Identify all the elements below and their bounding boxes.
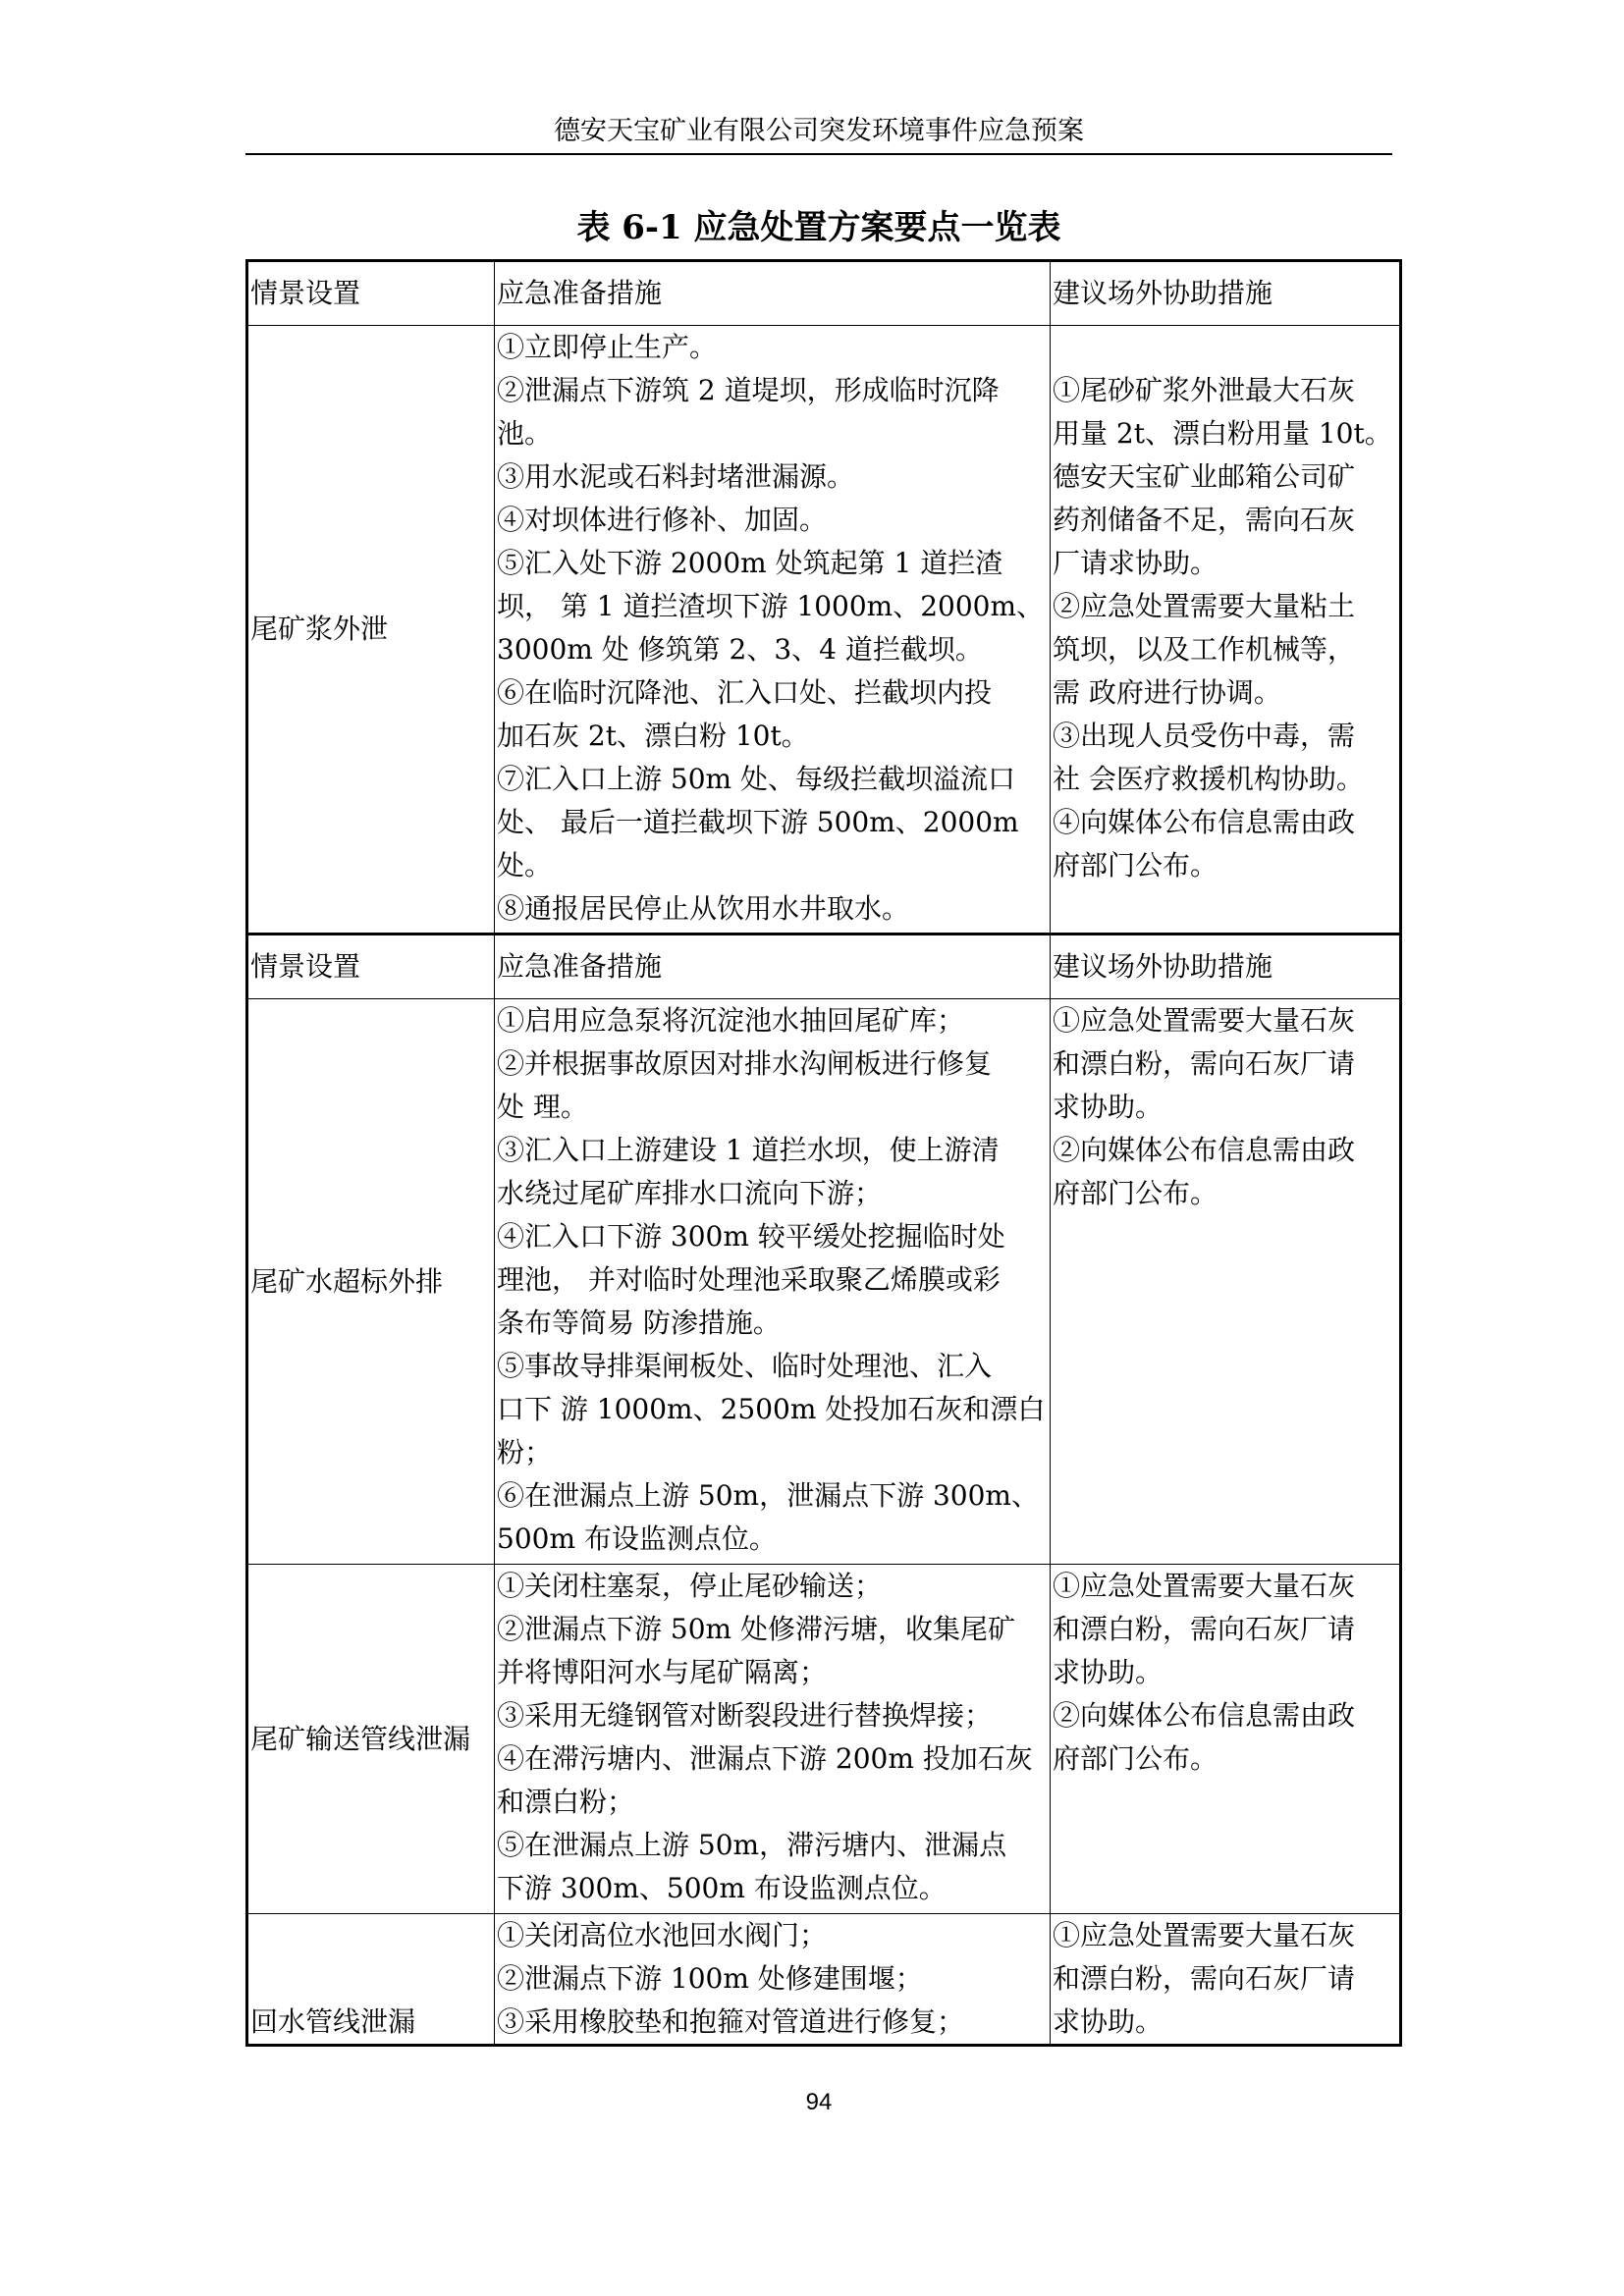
cell-text-line: 求协助。 — [1053, 1091, 1164, 1123]
table-header-row — [247, 261, 1401, 326]
cell-text-line: 府部门公布。 — [1053, 1742, 1218, 1775]
cell-text-line: 处 理。 — [497, 1091, 588, 1123]
cell-text-line: ⑦汇入口上游 50m 处、每级拦截坝溢流口 — [497, 763, 1015, 795]
cell-text-line: ①启用应急泵将沉淀池水抽回尾矿库； — [497, 1004, 965, 1037]
cell-text-line: 府部门公布。 — [1053, 1177, 1218, 1209]
column-header-assist: 建议场外协助措施 — [1051, 261, 1401, 326]
cell-text-line: 下游 300m、500m 布设监测点位。 — [497, 1872, 947, 1904]
cell-text-line: 池。 — [497, 417, 553, 450]
cell-text-line: 府部门公布。 — [1053, 849, 1218, 881]
cell-text-line: 粉； — [497, 1436, 553, 1468]
cell-text-line: 和漂白粉，需向石灰厂请 — [1053, 1047, 1356, 1080]
cell-text-line: ⑤汇入处下游 2000m 处筑起第 1 道拦渣 — [497, 547, 1003, 579]
cell-text-line: ③采用橡胶垫和抱箍对管道进行修复； — [497, 2005, 965, 2038]
cell-text-line: 筑坝，以及工作机械等， — [1053, 633, 1356, 666]
cell-text-line: 条布等简易 防渗措施。 — [497, 1307, 781, 1339]
cell-text-line: 加石灰 2t、漂白粉 10t。 — [497, 720, 809, 752]
cell-text-line: ①应急处置需要大量石灰 — [1053, 1004, 1356, 1037]
cell-text-line: ④汇入口下游 300m 较平缓处挖掘临时处 — [497, 1220, 1005, 1253]
cell-text-line: ①尾砂矿浆外泄最大石灰 — [1053, 374, 1356, 406]
cell-text-line: ②向媒体公布信息需由政 — [1053, 1134, 1356, 1166]
cell-text-line: 社 会医疗救援机构协助。 — [1053, 763, 1364, 795]
cell-text-line: ②泄漏点下游 50m 处修滞污塘，收集尾矿 — [497, 1613, 1015, 1645]
cell-text-line: ③采用无缝钢管对断裂段进行替换焊接； — [497, 1699, 993, 1732]
cell-text-line: 求协助。 — [1053, 1656, 1164, 1688]
cell-text-line: 水绕过尾矿库排水口流向下游； — [497, 1177, 883, 1209]
cell-text-line: ④向媒体公布信息需由政 — [1053, 806, 1356, 838]
table-header-row — [247, 934, 1401, 999]
cell-text-line: 用量 2t、漂白粉用量 10t。 — [1053, 417, 1392, 450]
table-row — [247, 999, 1401, 1565]
scenario-cell: 尾矿水超标外排 — [247, 999, 495, 1565]
measures-cell — [495, 999, 1051, 1565]
cell-text-line: 和漂白粉； — [497, 1786, 635, 1818]
measures-cell — [495, 1565, 1051, 1914]
cell-text-line: ②向媒体公布信息需由政 — [1053, 1699, 1356, 1732]
column-header-assist: 建议场外协助措施 — [1051, 934, 1401, 999]
scenario-cell: 尾矿浆外泄 — [247, 326, 495, 934]
cell-text-line: 求协助。 — [1053, 2005, 1164, 2038]
assist-cell — [1051, 999, 1401, 1565]
cell-text-line: 德安天宝矿业邮箱公司矿 — [1053, 460, 1356, 493]
page-number: 94 — [805, 2089, 833, 2115]
cell-text-line: 处、 最后一道拦截坝下游 500m、2000m — [497, 806, 1019, 838]
column-header-scenario: 情景设置 — [247, 934, 495, 999]
column-header-scenario: 情景设置 — [247, 261, 495, 326]
cell-text-line: ⑤事故导排渠闸板处、临时处理池、汇入 — [497, 1350, 993, 1382]
cell-text-line: ⑤在泄漏点上游 50m，滞污塘内、泄漏点 — [497, 1829, 1007, 1861]
cell-text-line: ①应急处置需要大量石灰 — [1053, 1919, 1356, 1951]
cell-text-line: ③汇入口上游建设 1 道拦水坝，使上游清 — [497, 1134, 1000, 1166]
table-row — [247, 326, 1401, 934]
cell-text-line: ②泄漏点下游筑 2 道堤坝，形成临时沉降 — [497, 374, 1000, 406]
cell-text-line: ⑧通报居民停止从饮用水井取水。 — [497, 892, 910, 925]
cell-text-line: 需 政府进行协调。 — [1053, 676, 1281, 709]
cell-text-line: 处。 — [497, 849, 553, 881]
table-row — [247, 1914, 1401, 2046]
cell-text-line: 3000m 处 修筑第 2、3、4 道拦截坝。 — [497, 633, 983, 666]
measures-cell — [495, 326, 1051, 934]
assist-cell — [1051, 1565, 1401, 1914]
table-row — [247, 1565, 1401, 1914]
cell-text-line: ①关闭柱塞泵，停止尾砂输送； — [497, 1570, 883, 1602]
cell-text-line: ③用水泥或石料封堵泄漏源。 — [497, 460, 855, 493]
cell-text-line: 口下 游 1000m、2500m 处投加石灰和漂白 — [497, 1393, 1046, 1425]
cell-text-line: 和漂白粉，需向石灰厂请 — [1053, 1962, 1356, 1995]
scenario-cell: 尾矿输送管线泄漏 — [247, 1565, 495, 1914]
cell-text-line: ④在滞污塘内、泄漏点下游 200m 投加石灰 — [497, 1742, 1033, 1775]
cell-text-line: ②应急处置需要大量粘土 — [1053, 590, 1356, 622]
cell-text-line: ①关闭高位水池回水阀门； — [497, 1919, 828, 1951]
table-title: 表 6-1 应急处置方案要点一览表 — [576, 208, 1061, 247]
emergency-plan-table — [245, 259, 1402, 2047]
cell-text-line: 坝， 第 1 道拦渣坝下游 1000m、2000m、 — [497, 590, 1045, 622]
cell-text-line: ①立即停止生产。 — [497, 331, 718, 363]
cell-text-line: 并将博阳河水与尾矿隔离； — [497, 1656, 828, 1688]
measures-cell — [495, 1914, 1051, 2046]
assist-cell — [1051, 326, 1401, 934]
scenario-cell: 回水管线泄漏 — [247, 1914, 495, 2046]
cell-text-line: 理池， 并对临时处理池采取聚乙烯膜或彩 — [497, 1263, 1001, 1296]
assist-cell — [1051, 1914, 1401, 2046]
column-header-measures: 应急准备措施 — [495, 934, 1051, 999]
cell-text-line: ②并根据事故原因对排水沟闸板进行修复 — [497, 1047, 993, 1080]
cell-text-line: ⑥在临时沉降池、汇入口处、拦截坝内投 — [497, 676, 993, 709]
cell-text-line: 药剂储备不足，需向石灰 — [1053, 504, 1356, 536]
running-header: 德安天宝矿业有限公司突发环境事件应急预案 — [554, 116, 1084, 146]
header-rule — [245, 153, 1392, 155]
cell-text-line: ②泄漏点下游 100m 处修建围堰； — [497, 1962, 923, 1995]
cell-text-line: 500m 布设监测点位。 — [497, 1522, 777, 1555]
cell-text-line: ①应急处置需要大量石灰 — [1053, 1570, 1356, 1602]
cell-text-line: ④对坝体进行修补、加固。 — [497, 504, 828, 536]
cell-text-line: ③出现人员受伤中毒，需 — [1053, 720, 1356, 752]
column-header-measures: 应急准备措施 — [495, 261, 1051, 326]
cell-text-line: 和漂白粉，需向石灰厂请 — [1053, 1613, 1356, 1645]
cell-text-line: 厂请求协助。 — [1053, 547, 1218, 579]
cell-text-line: ⑥在泄漏点上游 50m，泄漏点下游 300m、 — [497, 1479, 1039, 1512]
